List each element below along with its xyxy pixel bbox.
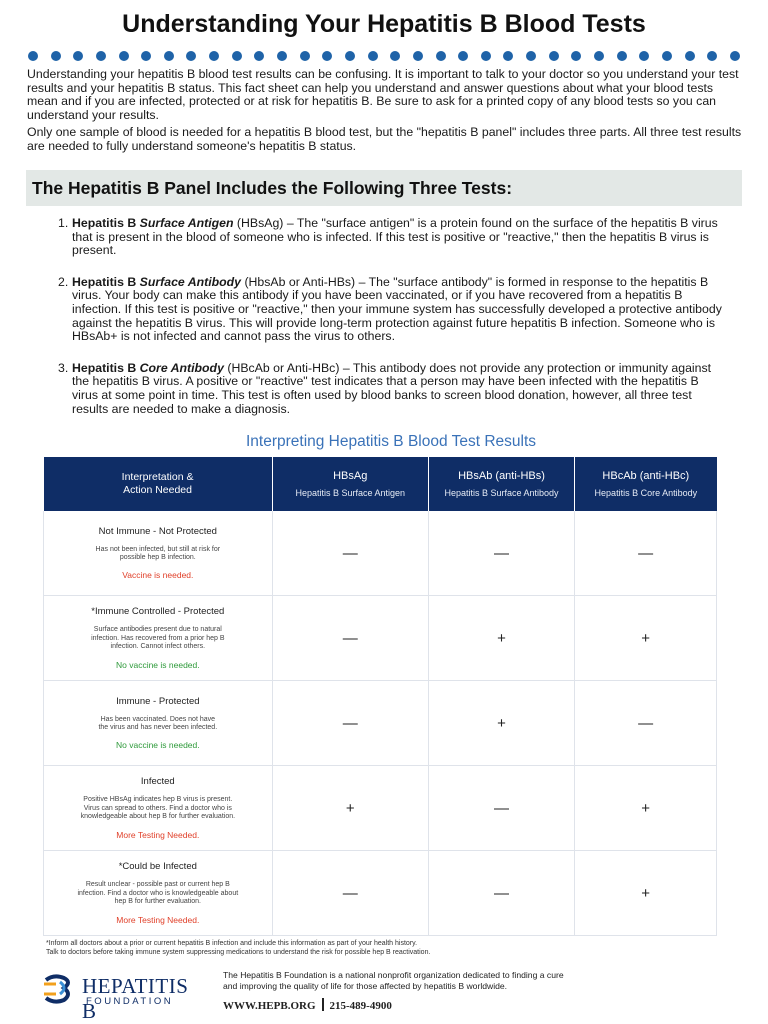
divider-dot xyxy=(639,51,649,61)
test-body xyxy=(72,362,722,416)
status-description: Result unclear - possible past or current hep B infection. Find a doctor who is knowledgeable about hep B for further evaluation. xyxy=(77,881,239,906)
divider-dot xyxy=(73,51,83,61)
divider-dot xyxy=(549,51,559,61)
divider-dot xyxy=(707,51,717,61)
divider-dot xyxy=(685,51,695,61)
divider-dot xyxy=(232,51,242,61)
status-description: Has been vaccinated. Does not have the virus and has never been infected. xyxy=(98,715,218,731)
hbcab-result: — xyxy=(575,681,717,766)
divider-dot xyxy=(209,51,219,61)
divider-dot xyxy=(96,51,106,61)
test-number: 1. xyxy=(58,216,69,230)
intro-paragraph-2: Only one sample of blood is needed for a hepatitis B blood test, but the "hepatitis B panel" includes three parts. All three test results are needed to fully understand someone's hepatitis B status. xyxy=(27,125,742,153)
test-name-italic: Core Antibody xyxy=(139,360,224,375)
status-description: Positive HBsAg indicates hep B virus is present. Virus can spread to others. Find a doctor who is knowledgeable about hep B for further evaluation. xyxy=(80,796,236,821)
divider-dot xyxy=(28,51,38,61)
divider-dot xyxy=(186,51,196,61)
divider-dot xyxy=(594,51,604,61)
header-hbsag xyxy=(272,457,428,511)
test-description: – The "surface antibody" is formed in response to the hepatitis B virus. Your body can make this antibody if you have been vaccinated, or if you have recovered from a hepatitis B infection. If this test is positive or "reactive," then your immune system has successfully developed a protective antibody against the hepatitis B virus. This will provide long-term protection against future hepatitis B infection. Someone who is HBsAb+ is not infected and cannot pass the virus to others. xyxy=(72,274,722,344)
interpretation-cell xyxy=(44,596,273,681)
hbsab-result: — xyxy=(428,766,574,851)
status-title: Not Immune - Not Protected xyxy=(98,525,217,537)
test-abbreviation: (HBsAg) xyxy=(236,216,284,230)
results-table xyxy=(43,457,717,936)
page-title: Understanding Your Hepatitis B Blood Tests xyxy=(122,10,646,38)
hbcab-result: + xyxy=(575,596,717,681)
test-abbreviation: (HbsAb or Anti-HBs) xyxy=(244,274,356,289)
header-hbcab xyxy=(575,457,717,511)
hbsag-result: — xyxy=(272,851,428,936)
table-row xyxy=(44,596,717,681)
divider-dot xyxy=(51,51,61,61)
action-needed: More Testing Needed. xyxy=(116,829,200,840)
divider-dot xyxy=(413,51,423,61)
interpretation-cell xyxy=(44,511,273,596)
header-hbcab-sub: Hepatitis B Core Antibody xyxy=(594,488,698,498)
action-needed: Vaccine is needed. xyxy=(122,570,194,581)
action-needed: More Testing Needed. xyxy=(116,914,200,925)
contact-info xyxy=(223,998,392,1012)
table-row xyxy=(44,511,717,596)
hbcab-result: — xyxy=(575,511,717,596)
test-number: 2. xyxy=(58,274,69,289)
table-row xyxy=(44,851,717,936)
status-title: Infected xyxy=(140,776,175,788)
action-needed: No vaccine is needed. xyxy=(115,659,200,670)
hbsab-result: — xyxy=(428,851,574,936)
divider-dot xyxy=(345,51,355,61)
hbsag-result: — xyxy=(272,511,428,596)
header-hbcab-main: HBcAb (anti-HBc) xyxy=(602,470,690,482)
website-link[interactable]: WWW.HEPB.ORG xyxy=(223,1000,316,1012)
header-hbsab-main: HBsAb (anti-HBs) xyxy=(458,470,545,482)
intro-paragraph-1: Understanding your hepatitis B blood test results can be confusing. It is important to talk to your doctor so you understand your test results and your hepatitis B status. This fact sheet can help you understand and answer questions about what your blood tests mean and if you are infected, protected or at risk for hepatitis B. Be sure to ask for a printed copy of any blood tests so you can understand your results. xyxy=(27,67,739,122)
divider-dot xyxy=(458,51,468,61)
header-hbsag-sub: Hepatitis B Surface Antigen xyxy=(295,488,406,498)
status-description: Surface antibodies present due to natural infection. Has recovered from a prior hep B infection. Cannot infect others. xyxy=(91,626,225,651)
test-name: Hepatitis B xyxy=(72,274,137,289)
dotted-divider xyxy=(28,51,740,61)
test-abbreviation: (HBcAb or Anti-HBc) xyxy=(227,360,340,375)
hbcab-result: + xyxy=(575,851,717,936)
test-body xyxy=(72,276,722,344)
hbsab-result: + xyxy=(428,681,574,766)
logo-text-secondary: FOUNDATION xyxy=(86,996,174,1007)
interpretation-cell xyxy=(44,681,273,766)
header-interpretation xyxy=(44,457,273,511)
test-item xyxy=(58,217,722,258)
header-interp-line1: Interpretation & xyxy=(121,471,194,483)
divider-dot xyxy=(322,51,332,61)
test-name-italic: Surface Antigen xyxy=(139,216,234,230)
divider-dot xyxy=(503,51,513,61)
hbcab-result: + xyxy=(575,766,717,851)
test-description: – This antibody does not provide any protection or immunity against the hepatitis B virus. A positive or "reactive" test indicates that a person may have been infected with the hepatitis B virus at some point in time. This test is often used by blood banks to screen blood donation, however, all three test results are needed to make a diagnosis. xyxy=(72,360,712,416)
section-heading-bar xyxy=(26,170,742,206)
section-heading: The Hepatitis B Panel Includes the Following Three Tests: xyxy=(32,178,513,198)
table-row xyxy=(44,681,717,766)
test-item xyxy=(58,276,722,344)
divider-dot xyxy=(481,51,491,61)
intro-text xyxy=(27,68,743,158)
header-hbsab xyxy=(428,457,574,511)
logo-mark-icon xyxy=(42,970,80,1008)
divider-dot xyxy=(571,51,581,61)
divider-dot xyxy=(368,51,378,61)
divider-dot xyxy=(662,51,672,61)
interpretation-cell xyxy=(44,766,273,851)
divider-dot xyxy=(300,51,310,61)
divider-dot xyxy=(277,51,287,61)
divider-dot xyxy=(617,51,627,61)
divider-dot xyxy=(390,51,400,61)
status-title: *Immune Controlled - Protected xyxy=(91,606,225,618)
status-title: Immune - Protected xyxy=(116,695,200,707)
hbsag-result: — xyxy=(272,596,428,681)
foundation-description: The Hepatitis B Foundation is a national nonprofit organization dedicated to finding a cure and improving the quality of life for those affected by hepatitis B worldwide. xyxy=(223,970,564,991)
test-name-italic: Surface Antibody xyxy=(139,274,242,289)
test-name: Hepatitis B xyxy=(72,360,137,375)
divider-dot xyxy=(164,51,174,61)
action-needed: No vaccine is needed. xyxy=(115,740,200,751)
header-interp-line2: Action Needed xyxy=(123,484,192,496)
divider-dot xyxy=(254,51,264,61)
hbsab-result: + xyxy=(428,596,574,681)
footnotes xyxy=(46,940,726,957)
header-hbsag-main: HBsAg xyxy=(333,470,368,482)
hbsag-result: — xyxy=(272,681,428,766)
tests-list xyxy=(58,217,722,434)
table-title: Interpreting Hepatitis B Blood Test Results xyxy=(245,433,537,450)
hbsag-result: + xyxy=(272,766,428,851)
divider-dot xyxy=(436,51,446,61)
contact-separator xyxy=(322,998,324,1011)
logo-text-primary: HEPATITIS B xyxy=(82,974,189,1023)
interpretation-cell xyxy=(44,851,273,936)
test-description: – The "surface antigen" is a protein found on the surface of the hepatitis B virus that is present in the blood of someone who is infected. If this test is positive or "reactive," then the hepatitis B virus is present. xyxy=(72,216,718,258)
test-number: 3. xyxy=(58,360,69,375)
divider-dot xyxy=(730,51,740,61)
divider-dot xyxy=(119,51,129,61)
hbsab-result: — xyxy=(428,511,574,596)
status-title: *Could be Infected xyxy=(118,861,197,873)
table-row xyxy=(44,766,717,851)
status-description: Has not been infected, but still at risk for possible hep B infection. xyxy=(95,545,221,561)
phone-number: 215-489-4900 xyxy=(329,1000,392,1012)
header-hbsab-sub: Hepatitis B Surface Antibody xyxy=(444,488,559,498)
test-item xyxy=(58,362,722,416)
test-body xyxy=(72,217,722,258)
divider-dot xyxy=(141,51,151,61)
hepatitis-b-foundation-logo xyxy=(42,970,202,1023)
test-name: Hepatitis B xyxy=(72,216,137,230)
footnote-line-2: Talk to doctors before taking immune system suppressing medications to understand the risk for possible hep B reactivation. xyxy=(46,948,431,956)
footnote-line-1: *Inform all doctors about a prior or current hepatitis B infection and include this information as part of your health history. xyxy=(46,940,418,947)
divider-dot xyxy=(526,51,536,61)
